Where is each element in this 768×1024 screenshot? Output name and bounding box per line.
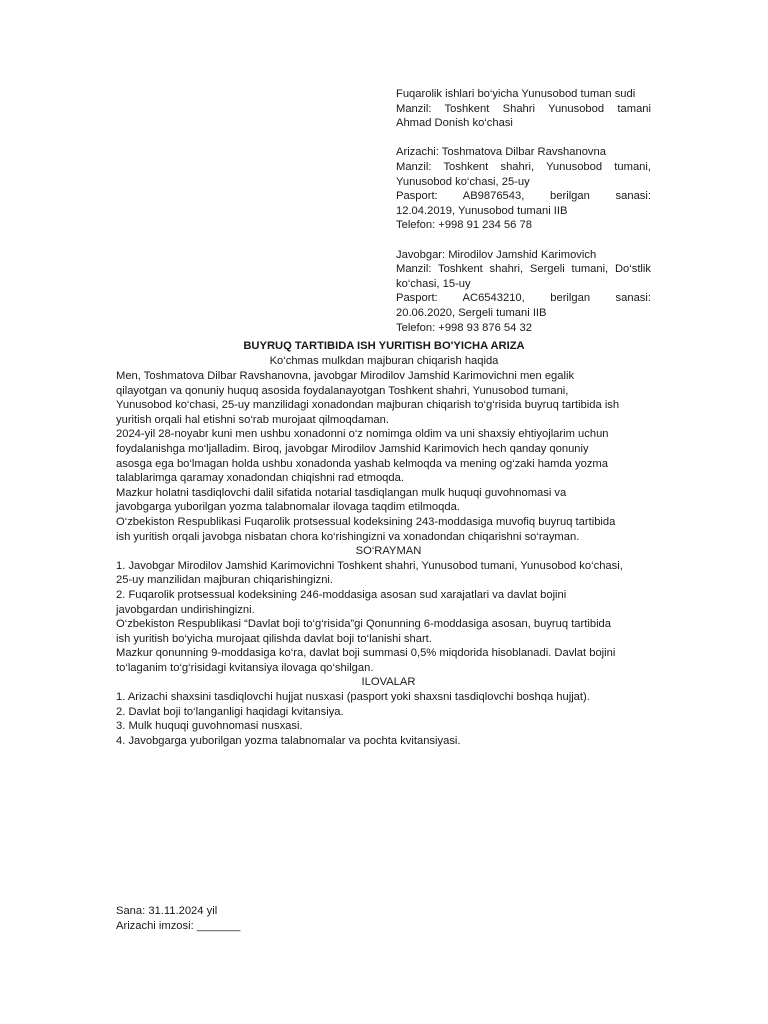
claimant-passport-line-1: Pasport: AB9876543, berilgan sanasi: bbox=[396, 190, 651, 203]
request-line: 2. Fuqarolik protsessual kodeksining 246-moddasiga asosan sud xarajatlari va davlat bojini bbox=[116, 588, 567, 601]
attachment-item: 2. Davlat boji to‘langanligi haqidagi kvitansiya. bbox=[116, 705, 344, 718]
court-address-line-1: Manzil: Toshkent Shahri Yunusobod tamani bbox=[396, 102, 651, 115]
attachment-item: 3. Mulk huquqi guvohnomasi nusxasi. bbox=[116, 720, 303, 733]
claimant-address-line-2: Yunusobod ko‘chasi, 25-uy bbox=[396, 175, 530, 188]
defendant-name: Javobgar: Mirodilov Jamshid Karimovich bbox=[396, 248, 597, 261]
claimant-passport-line-2: 12.04.2019, Yunusobod tumani IIB bbox=[396, 204, 568, 217]
claimant-phone: Telefon: +998 91 234 56 78 bbox=[396, 219, 532, 232]
request-line: 1. Javobgar Mirodilov Jamshid Karimovichni Toshkent shahri, Yunusobod tumani, Yunusobod ko‘chasi, bbox=[116, 559, 623, 572]
document-subtitle: Ko‘chmas mulkdan majburan chiqarish haqida bbox=[269, 355, 499, 367]
claimant-name: Arizachi: Toshmatova Dilbar Ravshanovna bbox=[396, 146, 606, 159]
defendant-address-line-1: Manzil: Toshkent shahri, Sergeli tumani, Do‘stlik bbox=[396, 263, 651, 276]
body-line: yuritish orqali hal etishni so‘rab murojaat qilmoqdaman. bbox=[116, 413, 389, 426]
court-name: Fuqarolik ishlari bo‘yicha Yunusobod tuman sudi bbox=[396, 88, 636, 100]
attachment-item: 4. Javobgarga yuborilgan yozma talabnomalar va pochta kvitansiyasi. bbox=[116, 734, 461, 747]
body-line: ish yuritish orqali javobga nisbatan chora ko‘rishingizni va xonadondan chiqarishni so‘rayman. bbox=[116, 530, 580, 543]
defendant-passport-line-2: 20.06.2020, Sergeli tumani IIB bbox=[396, 306, 547, 319]
signature-line: Arizachi imzosi: _______ bbox=[116, 919, 241, 932]
document-body bbox=[116, 369, 661, 748]
body-line: foydalanishga mo‘ljalladim. Biroq, javobgar Mirodilov Jamshid Karimovich hech qanday qonuniy bbox=[116, 442, 589, 455]
document-title: BUYRUQ TARTIBIDA ISH YURITISH BO'YICHA ARIZA bbox=[243, 340, 525, 352]
attachment-item: 1. Arizachi shaxsini tasdiqlovchi hujjat nusxasi (pasport yoki shaxsni tasdiqlovchi boshqa hujjat). bbox=[116, 691, 590, 704]
body-line: Mazkur holatni tasdiqlovchi dalil sifatida notarial tasdiqlangan mulk huquqi guvohnomasi va bbox=[116, 486, 567, 499]
attachments-heading: ILOVALAR bbox=[361, 676, 416, 689]
date-line: Sana: 31.11.2024 yil bbox=[116, 905, 218, 917]
defendant-phone: Telefon: +998 93 876 54 32 bbox=[396, 321, 532, 334]
body-line: qilayotgan va qonuniy huquq asosida foydalanayotgan Toshkent shahri, Yunusobod tumani, bbox=[116, 384, 569, 397]
defendant-address-line-2: ko‘chasi, 15-uy bbox=[396, 277, 471, 290]
request-line: javobgardan undirishingizni. bbox=[116, 603, 255, 616]
body-line: javobgarga yuborilgan yozma talabnomalar ilovaga taqdim etilmoqda. bbox=[116, 501, 460, 514]
court-address-line-2: Ahmad Donish ko‘chasi bbox=[396, 117, 513, 130]
request-line: to‘laganim to‘g‘risidagi kvitansiya ilovaga qo‘shilgan. bbox=[116, 661, 374, 674]
request-line: ish yuritish bo‘yicha murojaat qilishda davlat boji to‘lanishi shart. bbox=[116, 632, 432, 645]
addressee-block bbox=[396, 87, 651, 335]
body-line: Men, Toshmatova Dilbar Ravshanovna, javobgar Mirodilov Jamshid Karimovichni men egalik bbox=[116, 370, 575, 382]
claimant-address-line-1: Manzil: Toshkent shahri, Yunusobod tumani, bbox=[396, 160, 651, 173]
request-line: Mazkur qonunning 9-moddasiga ko‘ra, davlat boji summasi 0,5% miqdorida hisoblanadi. Davlat bojini bbox=[116, 647, 616, 660]
request-line: O‘zbekiston Respublikasi “Davlat boji to‘g‘risida”gi Qonunning 6-moddasiga asosan, buyruq tartibida bbox=[116, 618, 612, 631]
defendant-passport-line-1: Pasport: AC6543210, berilgan sanasi: bbox=[396, 292, 651, 305]
body-line: talablarimga qaramay xonadondan chiqishni rad etmoqda. bbox=[116, 472, 404, 485]
body-line: asosga ega bo‘lmagan holda ushbu xonadonda yashab kelmoqda va mening og‘zaki hamda yozma bbox=[116, 457, 608, 470]
document-footer bbox=[116, 904, 416, 933]
body-line: 2024-yil 28-noyabr kuni men ushbu xonadonni o‘z nomimga oldim va uni shaxsiy ehtiyojlarim uchun bbox=[116, 428, 609, 441]
body-line: Yunusobod ko‘chasi, 25-uy manzilidagi xonadondan majburan chiqarish to‘g‘risida buyruq tartibida ish bbox=[116, 399, 620, 412]
body-line: O‘zbekiston Respublikasi Fuqarolik protsessual kodeksining 243-moddasiga muvofiq buyruq tartibida bbox=[116, 515, 616, 528]
request-line: 25-uy manzilidan majburan chiqarishingizni. bbox=[116, 574, 334, 587]
request-heading: SO‘RAYMAN bbox=[355, 545, 422, 558]
